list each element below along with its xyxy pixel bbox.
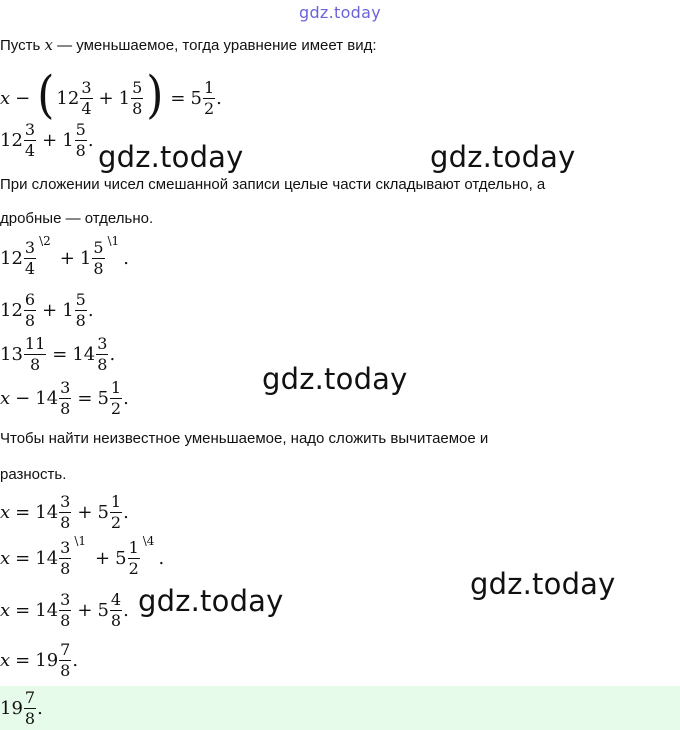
equation-9: x = 14 $\frac{3}{8}$ + 5 $\frac{4}{8}$ . <box>0 590 129 630</box>
watermark: gdz.today <box>98 140 244 174</box>
watermark: gdz.today <box>262 362 408 396</box>
equation-5: 13 $\frac{11}{8}$ = 14 $\frac{3}{8}$ . <box>0 334 116 374</box>
equation-4: 12 $\frac{6}{8}$ + 1 $\frac{5}{8}$ . <box>0 290 94 330</box>
rule-paragraph-2-line-2: разность. <box>0 466 67 483</box>
intro-variable: x <box>44 36 53 54</box>
answer-value: 19 $\frac{7}{8}$ . <box>0 688 43 728</box>
rule-paragraph-line-1: При сложении чисел смешанной записи целые части складывают отдельно, а <box>0 176 546 193</box>
rule-paragraph-line-2: дробные — отдельно. <box>0 210 154 227</box>
watermark: gdz.today <box>470 567 616 601</box>
equation-2: 12 $\frac{3}{4}$ + 1 $\frac{5}{8}$ . <box>0 120 94 160</box>
intro-paragraph <box>0 36 377 54</box>
equation-6: x − 14 $\frac{3}{8}$ = 5 $\frac{1}{2}$ . <box>0 378 129 418</box>
intro-text-rest: — уменьшаемое, тогда уравнение имеет вид: <box>57 37 377 54</box>
watermark-top: gdz.today <box>299 3 381 22</box>
equation-10: x = 19 $\frac{7}{8}$ . <box>0 640 79 680</box>
watermark: gdz.today <box>138 584 284 618</box>
intro-text: Пусть <box>0 37 41 54</box>
equation-7: x = 14 $\frac{3}{8}$ + 5 $\frac{1}{2}$ . <box>0 492 129 532</box>
watermark: gdz.today <box>430 140 576 174</box>
equation-1: x − ( 12 $\frac{3}{4}$ + 1 $\frac{5}{8}$ ) = 5 $\frac{1}{2}$ . <box>0 66 222 125</box>
equation-8: x = 14 $\frac{3}{8}$ \1 + 5 $\frac{1}{2}$ \4 . <box>0 534 165 578</box>
equation-3: 12 $\frac{3}{4}$ \2 + 1 $\frac{5}{8}$ \1 . <box>0 234 129 278</box>
rule-paragraph-2-line-1: Чтобы найти неизвестное уменьшаемое, надо сложить вычитаемое и <box>0 430 489 447</box>
answer-box <box>0 686 680 730</box>
